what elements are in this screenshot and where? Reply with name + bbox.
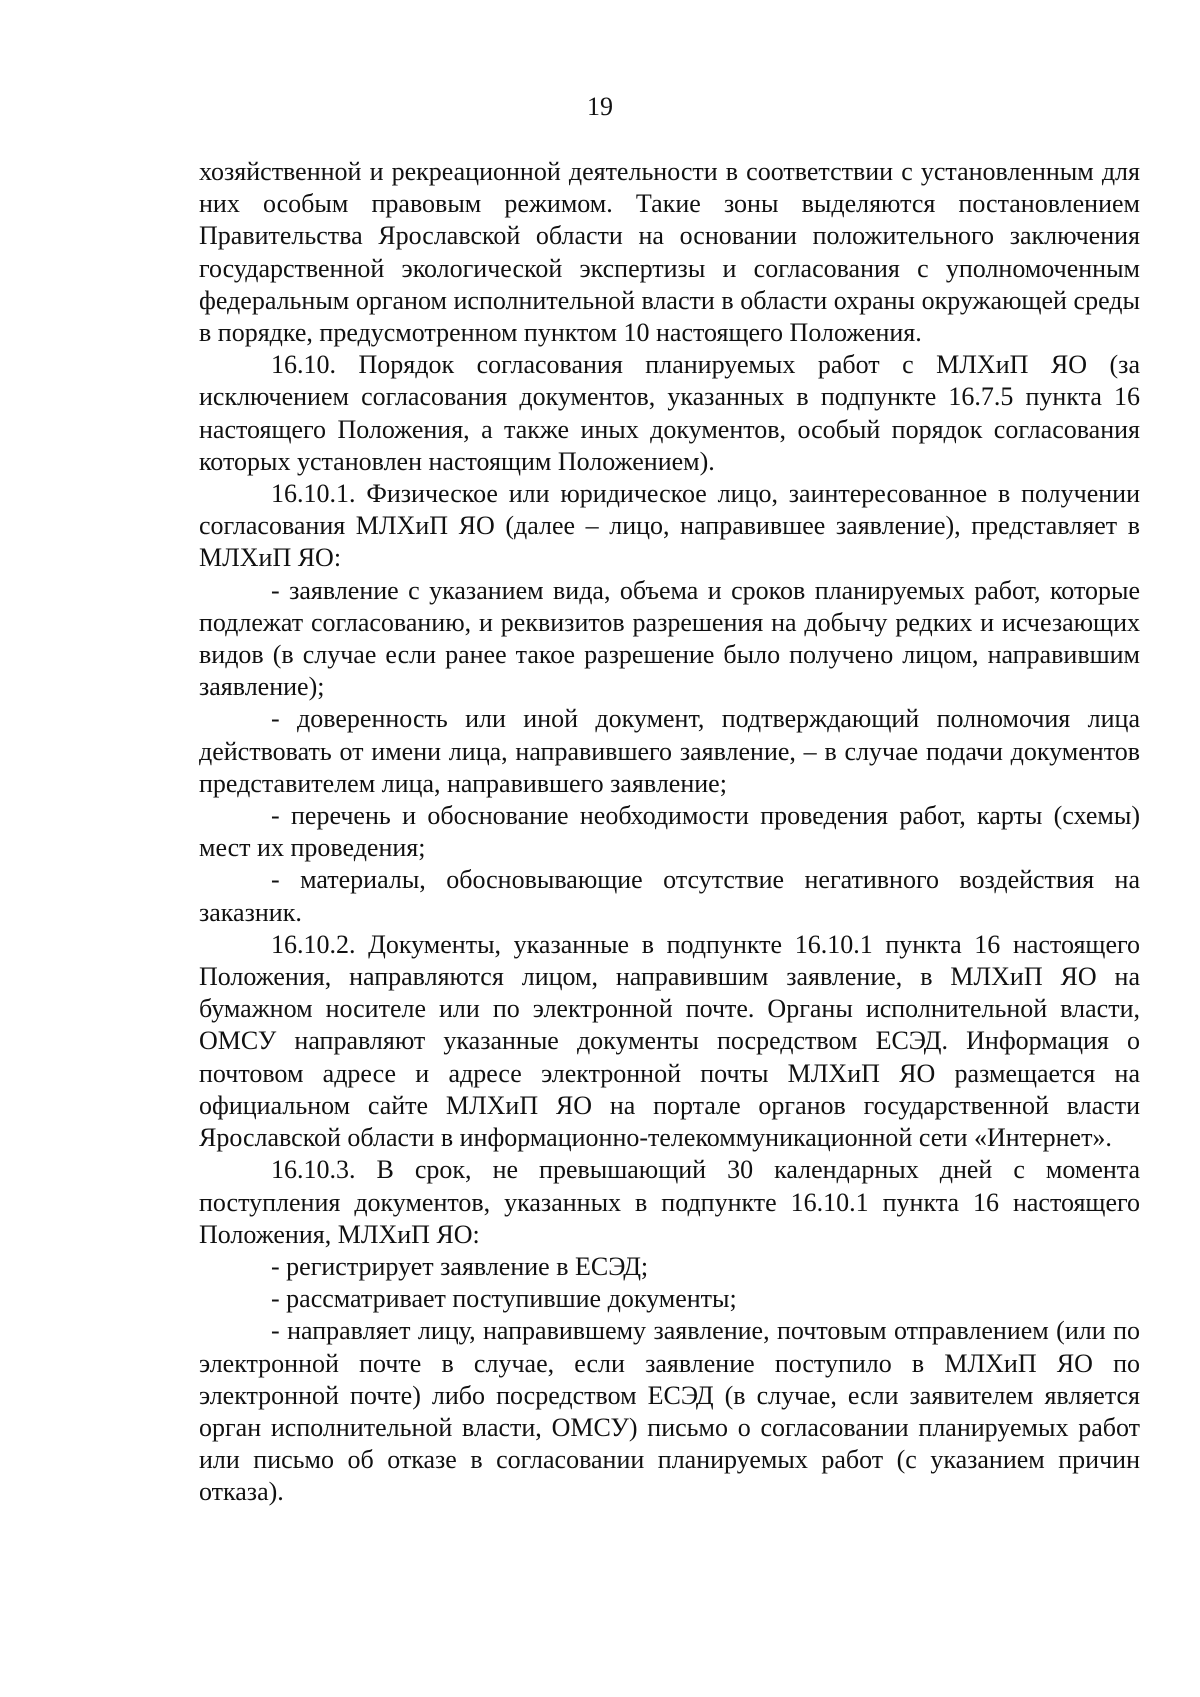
paragraph-16-10-1: 16.10.1. Физическое или юридическое лицо, заинтересованное в получении согласования МЛХиП ЯО (далее – лицо, направившее заявление), представляет в МЛХиП ЯО:: [199, 479, 1140, 573]
list-item-work-justification: - перечень и обоснование необходимости проведения работ, карты (схемы) мест их проведения;: [199, 801, 1140, 863]
document-body: [199, 156, 1140, 1509]
list-item-review: - рассматривает поступившие документы;: [271, 1284, 737, 1314]
paragraph-16-10-3: 16.10.3. В срок, не превышающий 30 календарных дней с момента поступления документов, указанных в подпункте 16.10.1 пункта 16 настоящего Положения, МЛХиП ЯО:: [199, 1155, 1140, 1249]
paragraph-16-10: 16.10. Порядок согласования планируемых работ с МЛХиП ЯО (за исключением согласования документов, указанных в подпункте 16.7.5 пункта 16 настоящего Положения, а также иных документов, особый порядок согласования которых установлен настоящим Положением).: [199, 350, 1140, 476]
list-item-impact-materials: - материалы, обосновывающие отсутствие негативного воздействия на заказник.: [199, 865, 1140, 927]
page-number: 19: [587, 92, 613, 121]
list-item-power-of-attorney: - доверенность или иной документ, подтверждающий полномочия лица действовать от имени лица, направившего заявление, – в случае подачи документов представителем лица, направившего заявление;: [199, 704, 1140, 798]
list-item-send-letter: - направляет лицу, направившему заявление, почтовым отправлением (или по электронной почте в случае, если заявление поступило в МЛХиП ЯО по электронной почте) либо посредством ЕСЭД (в случае, если заявителем является орган исполнительной власти, ОМСУ) письмо о согласовании планируемых работ или письмо об отказе в согласовании планируемых работ (с указанием причин отказа).: [199, 1316, 1140, 1507]
paragraph-protected-zones-continuation: хозяйственной и рекреационной деятельности в соответствии с установленным для них особым правовым режимом. Такие зоны выделяются постановлением Правительства Ярославской области на основании положительного заключения государственной экологической экспертизы и согласования с уполномоченным федеральным органом исполнительной власти в области охраны окружающей среды в порядке, предусмотренном пунктом 10 настоящего Положения.: [199, 157, 1140, 348]
list-item-application: - заявление с указанием вида, объема и сроков планируемых работ, которые подлежат согласованию, и реквизитов разрешения на добычу редких и исчезающих видов (в случае если ранее такое разрешение было получено лицом, направившим заявление);: [199, 575, 1140, 702]
paragraph-16-10-2: 16.10.2. Документы, указанные в подпункте 16.10.1 пункта 16 настоящего Положения, направляются лицом, направившим заявление, в МЛХиП ЯО на бумажном носителе или по электронной почте. Органы исполнительной власти, ОМСУ направляют указанные документы посредством ЕСЭД. Информация о почтовом адресе и адресе электронной почты МЛХиП ЯО размещается на официальном сайте МЛХиП ЯО на портале органов государственной власти Ярославской области в информационно-телекоммуникационной сети «Интернет».: [199, 929, 1140, 1153]
list-item-register: - регистрирует заявление в ЕСЭД;: [271, 1251, 649, 1281]
